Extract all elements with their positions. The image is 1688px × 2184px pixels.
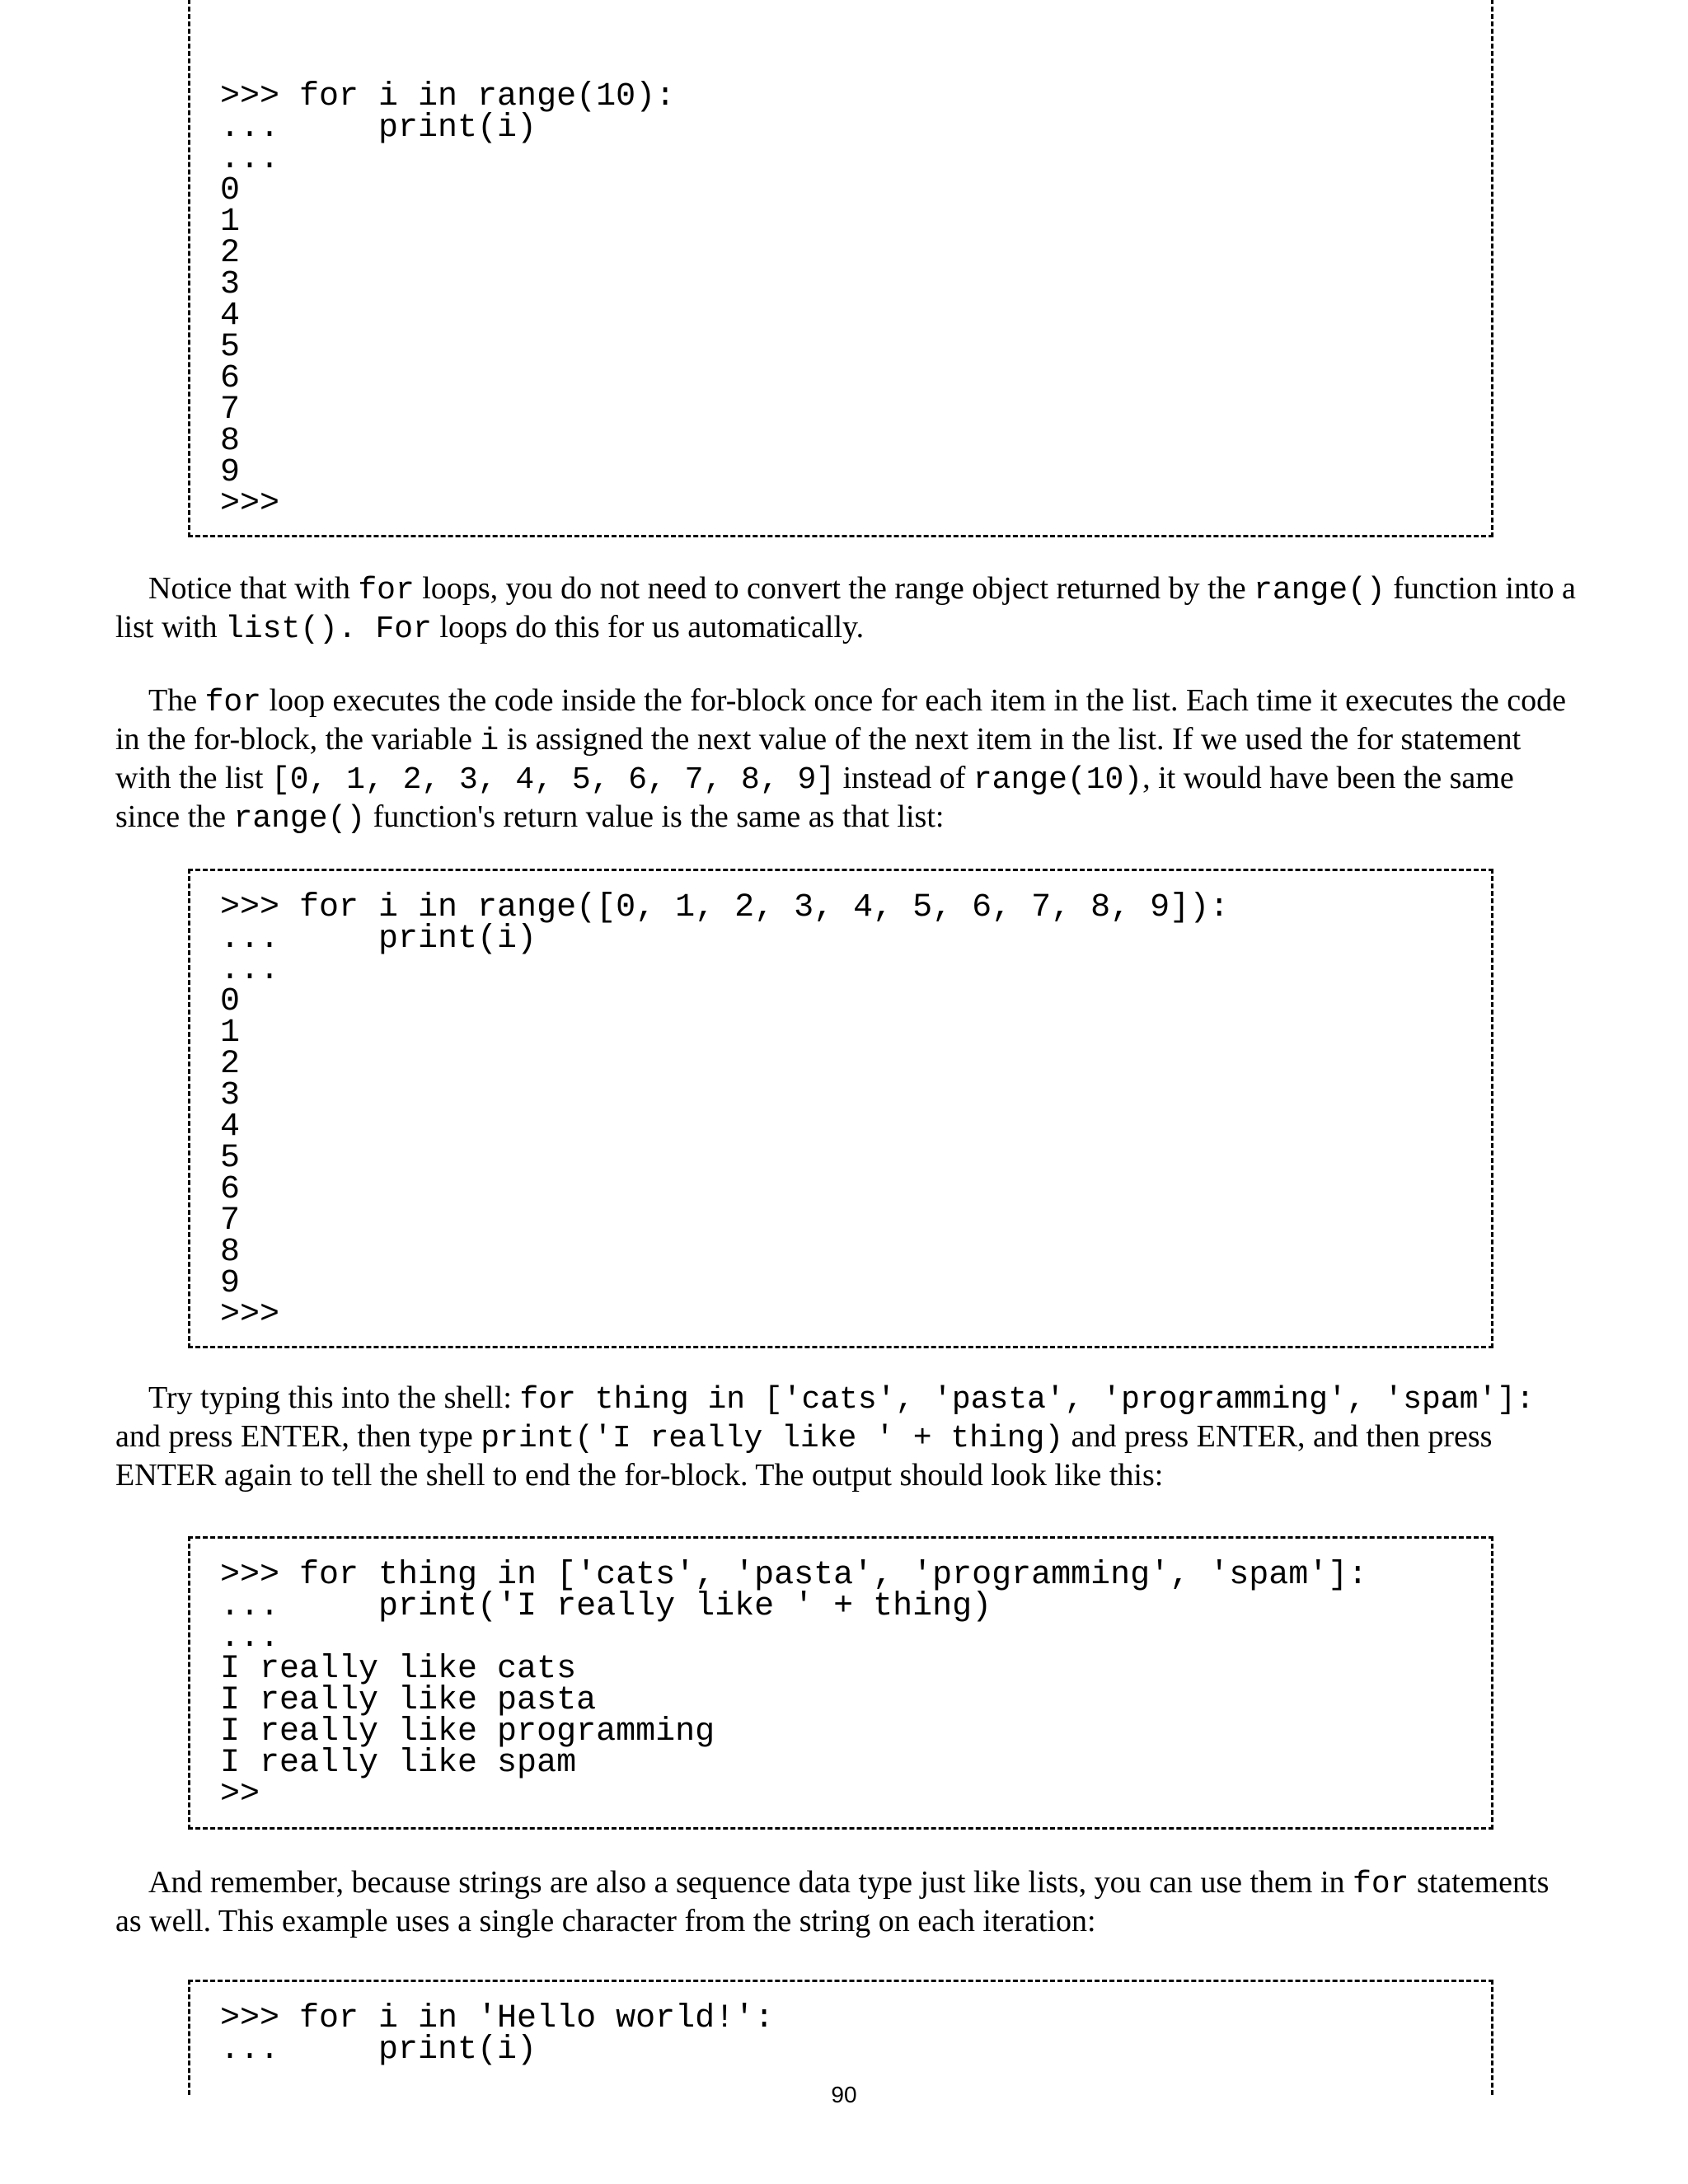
paragraph-2-text-2: loop executes the code inside the for-block once for each item in the list. Each time it executes the code in the for-block, the variable	[115, 683, 1567, 757]
paragraph-3-code-1: for thing in ['cats', 'pasta', 'programming', 'spam']:	[519, 1382, 1535, 1418]
paragraph-2-text-5: , it would have been the same since the	[115, 761, 1514, 834]
paragraph-2-text-1: The	[148, 683, 205, 718]
paragraph-1-text-1: Notice that with	[148, 571, 359, 606]
paragraph-1-code-4: For	[356, 612, 432, 647]
paragraph-2-text-4: instead of	[835, 761, 973, 795]
paragraph-2-code-2: i	[480, 724, 499, 759]
code-block-3-text: >>> for thing in ['cats', 'pasta', 'programming', 'spam']: ... print('I really like ' + thing) ... I really like cats I really like pasta I really like programming I really like spam >>	[220, 1557, 1368, 1813]
paragraph-1-code-2: range()	[1254, 573, 1386, 608]
paragraph-3-text-3: and press ENTER, and then press ENTER again to tell the shell to end the for-block. The output should look like this:	[115, 1419, 1493, 1493]
code-block-1	[188, 0, 1493, 537]
paragraph-1-code-3: list().	[225, 612, 357, 647]
paragraph-3-text-2: and press ENTER, then type	[115, 1419, 481, 1454]
paragraph-2-text-6: function's return value is the same as that list:	[365, 799, 945, 834]
paragraph-2-code-1: for	[204, 685, 261, 720]
paragraph-4	[115, 1864, 1582, 1939]
code-block-4	[188, 1980, 1493, 2095]
paragraph-4-code-1: for	[1353, 1867, 1409, 1902]
paragraph-2	[115, 682, 1582, 837]
paragraph-2-code-4: range(10)	[973, 762, 1143, 798]
code-block-3	[188, 1536, 1493, 1830]
code-block-4-text: >>> for i in 'Hello world!': ... print(i)	[220, 2000, 775, 2069]
paragraph-4-text-2: statements as well. This example uses a single character from the string on each iteration:	[115, 1865, 1550, 1938]
paragraph-1-text-2: loops, you do not need to convert the range object returned by the	[414, 571, 1254, 606]
paragraph-1-text-4: loops do this for us automatically.	[431, 610, 865, 644]
code-block-2-text: >>> for i in range([0, 1, 2, 3, 4, 5, 6, 7, 8, 9]): ... print(i) ... 0 1 2 3 4 5 6 7 8 9 >>>	[220, 889, 1230, 1333]
code-block-2	[188, 869, 1493, 1348]
page-number: 90	[831, 2082, 857, 2107]
paragraph-2-text-3: is assigned the next value of the next item in the list. If we used the for statement with the list	[115, 722, 1522, 795]
paragraph-1	[115, 570, 1582, 648]
paragraph-4-text-1: And remember, because strings are also a sequence data type just like lists, you can use them in	[148, 1865, 1353, 1900]
paragraph-1-code-1: for	[358, 573, 415, 608]
paragraph-3	[115, 1380, 1582, 1493]
paragraph-1-text-3: function into a list with	[115, 571, 1576, 644]
paragraph-3-text-1: Try typing this into the shell:	[148, 1380, 520, 1415]
paragraph-3-code-2: print('I really like ' + thing)	[481, 1421, 1064, 1456]
paragraph-2-code-3: [0, 1, 2, 3, 4, 5, 6, 7, 8, 9]	[270, 762, 836, 798]
code-block-1-text: >>> for i in range(10): ... print(i) ... 0 1 2 3 4 5 6 7 8 9 >>>	[220, 78, 676, 523]
paragraph-2-code-5: range()	[233, 801, 366, 837]
